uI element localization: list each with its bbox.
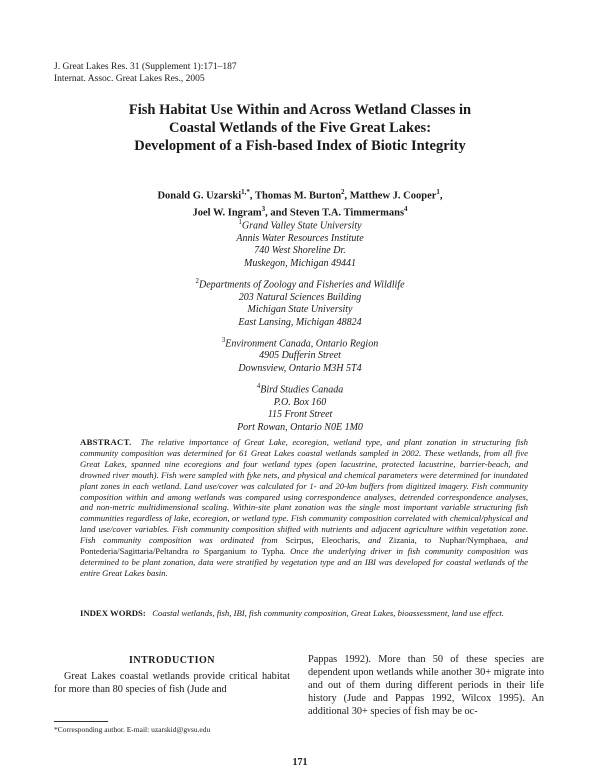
abstract-text: The relative importance of Great Lake, ecoregion, wetland type, and plant zonation in structuring fish community composition was determined for 61 Great Lakes coastal wetlands sampled in 2002. These wetlands, from all five Great Lakes, spanned nine ecoregions and four wetland types (open lacustrine, protected lacustrine, barrier-beach, and drowned river mouth). Fish were sampled with fyke nets, and physical and chemical parameters were determined for inundated plant zones in each wetland. Land use/cover was calculated for 1- and 20-km buffers from digitized imagery. Fish community composition within and among wetlands was compared using correspondence analyses, detrended correspondence analyses, and non-metric multidimensional scaling. Within-site plant zonation was the single most important variable structuring fish communities regardless of lake, ecoregion, or wetland type. Fish community composition correlated with chemical/physical and land use/cover variables. Fish community composition shifted with nutrients and adjacent agriculture within vegetation zone. Fish community composition was ordinated from: [80, 437, 529, 546]
journal-line-2: Internat. Assoc. Great Lakes Res., 2005: [54, 74, 205, 84]
affiliation-line: East Lansing, Michigan 48824: [238, 316, 362, 328]
taxon-name: Typha: [261, 546, 284, 557]
author-name: , and Steven T.A. Timmermans: [265, 207, 405, 218]
affiliation-block: [40, 216, 560, 270]
taxon-name: Eleocharis: [321, 535, 358, 546]
affiliation-line: Environment Canada, Ontario Region: [225, 337, 379, 349]
abstract-text-end: . Once the underlying driver in fish community composition was determined to be plant zonation, data were stratified by vegetation type and an IBI was developed for coastal wetlands of the entire Great Lakes basin.: [80, 546, 528, 578]
title-line-2: Coastal Wetlands of the Five Great Lakes:: [168, 120, 432, 136]
affiliation-line: 740 West Shoreline Dr.: [254, 245, 346, 257]
affiliation-line: 115 Front Street: [267, 409, 333, 421]
taxon-name: Scirpus: [285, 535, 312, 546]
affiliation-line: 4905 Dufferin Street: [259, 350, 341, 362]
affiliation-line: Port Rowan, Ontario N0E 1M0: [237, 421, 363, 433]
affiliation-line: 203 Natural Sciences Building: [238, 291, 362, 303]
paper-title: [40, 101, 560, 155]
author-sup: 1: [436, 188, 440, 196]
affiliation-block: [40, 275, 560, 329]
journal-citation: [54, 61, 237, 85]
abstract-label: ABSTRACT.: [80, 437, 132, 447]
affiliation-line: Muskegon, Michigan 49441: [244, 257, 356, 269]
author-name: Donald G. Uzarski: [157, 190, 242, 202]
journal-line-1: J. Great Lakes Res. 31 (Supplement 1):171–187: [54, 62, 237, 72]
author-sup: 3: [261, 204, 266, 213]
title-line-3: Development of a Fish-based Index of Biotic Integrity: [134, 138, 466, 154]
affiliation-line: P.O. Box 160: [273, 396, 327, 408]
section-heading: INTRODUCTION: [128, 655, 215, 666]
affiliation-line: Michigan State University: [247, 304, 353, 316]
affiliation-sup: 1: [238, 218, 242, 226]
abstract: ABSTRACT. The relative importance of Great Lake, ecoregion, wetland type, and plant zonation in structuring fish community composition was determined for 61 Great Lakes coastal wetlands sampled in 2002. These wetlands, from all five Great Lakes, spanned nine ecoregions and four wetland types (open lacustrine, protected lacustrine, barrier-beach, and drowned river mouth). Fish were sampled with fyke nets, and physical and chemical parameters were determined for inundated plant zones in each wetland. Land use/cover was calculated for 1- and 20-km buffers from digitized imagery. Fish community composition within and among wetlands was compared using correspondence analyses, detrended correspondence analyses, and non-metric multidimensional scaling. Within-site plant zonation was the single most important variable structuring fish communities regardless of lake, ecoregion, or wetland type. Fish community composition correlated with chemical/physical and land use/cover variables. Fish community composition shifted with nutrients and adjacent agriculture within vegetation zone. Fish community composition was ordinated from Scirpus, Eleocharis, and Zizania, to Nuphar/Nymphaea, and Pontederia/Sagittaria/Peltandra to Sparganium to Typha. Once the underlying driver in fish community composition was determined to be plant zonation, data were stratified by vegetation type and an IBI was developed for coastal wetlands of the entire Great Lakes basin.: [80, 437, 529, 578]
page-number: 171: [292, 757, 308, 768]
affiliation-block: [40, 380, 560, 434]
index-words-label: INDEX WORDS:: [80, 608, 146, 618]
index-words-text: Coastal wetlands, fish, IBI, fish community composition, Great Lakes, bioassessment, land use effect.: [152, 608, 504, 618]
index-words: [80, 608, 528, 619]
taxon-name: Nuphar/Nymphaea: [439, 535, 506, 546]
taxon-name: Pontederia/Sagittaria/Peltandra: [80, 546, 189, 557]
affiliation-sup: 2: [195, 276, 199, 285]
author-name: , Matthew J. Cooper: [344, 190, 437, 202]
author-sup: 4: [404, 204, 408, 213]
affiliation-line: Annis Water Resources Institute: [236, 232, 364, 244]
affiliation-sup: 3: [221, 335, 226, 344]
title-line-1: Fish Habitat Use Within and Across Wetland Classes in: [128, 102, 472, 118]
affiliations: [40, 216, 560, 439]
footnote-rule: [54, 721, 108, 722]
left-column: [54, 654, 290, 697]
right-column: [308, 654, 544, 719]
footnote: *Corresponding author. E-mail: uzarskid@gvsu.edu: [54, 725, 211, 734]
author-sup: 2: [341, 188, 345, 196]
author-name: , Thomas M. Burton: [249, 190, 342, 202]
author-list: [40, 186, 560, 219]
affiliation-block: [40, 334, 560, 376]
body-paragraph: Pappas 1992). More than 50 of these species are dependent upon wetlands while another 30+ migrate into and out of them during different periods in their life history (Jude and Pappas 1992, Wilcox 1995). An additional 30+ species of fish may be oc-: [308, 654, 544, 717]
affiliation-line: Grand Valley State University: [241, 220, 362, 232]
affiliation-line: Departments of Zoology and Fisheries and Wildlife: [198, 279, 405, 291]
body-paragraph: Great Lakes coastal wetlands provide critical habitat for more than 80 species of fish (Jude and: [54, 671, 290, 695]
affiliation-line: Downsview, Ontario M3H 5T4: [238, 362, 362, 374]
taxon-name: Sparganium: [204, 546, 246, 557]
author-sup: 1,*: [241, 188, 250, 196]
affiliation-sup: 4: [256, 381, 261, 390]
author-line-1: Donald G. Uzarski$^{1,*}$, Thomas M. Burton$^2$, Matthew J. Cooper$^1$,: [157, 188, 443, 202]
affiliation-line: Bird Studies Canada: [260, 384, 344, 396]
author-name: Joel W. Ingram: [192, 207, 262, 218]
taxon-name: Zizania: [388, 535, 415, 546]
